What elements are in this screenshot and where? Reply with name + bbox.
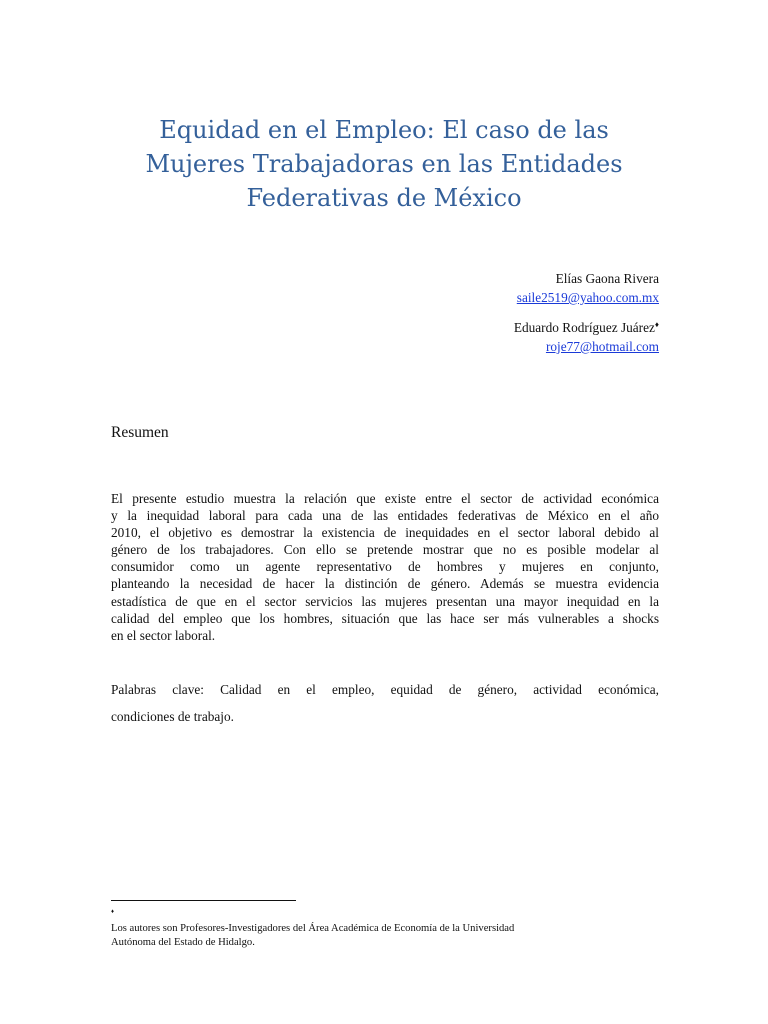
abstract-line: y la inequidad laboral para cada una de las entidades federativas de México en el año bbox=[111, 508, 659, 524]
footnote-divider bbox=[111, 900, 296, 901]
abstract-line: en el sector laboral. bbox=[111, 627, 216, 643]
abstract-line: estadística de que en el sector servicios las mujeres presentan una mayor inequidad en la bbox=[111, 593, 659, 609]
author-name: Elías Gaona Rivera bbox=[555, 271, 659, 286]
author-email-link[interactable]: roje77@hotmail.com bbox=[545, 339, 659, 354]
abstract-line: El presente estudio muestra la relación que existe entre el sector de actividad económica bbox=[111, 491, 659, 506]
author-name-line bbox=[514, 318, 659, 337]
abstract-heading: Resumen bbox=[111, 424, 169, 441]
author-name: Eduardo Rodríguez Juárez bbox=[513, 320, 655, 335]
abstract-line: calidad del empleo que los hombres, situación que las hace ser más vulnerables a shocks bbox=[111, 610, 659, 626]
footnote-mark-icon[interactable]: ♦ bbox=[654, 320, 659, 329]
title-line: Federativas de México bbox=[246, 184, 522, 212]
abstract-line: género de los trabajadores. Con ello se pretende mostrar que no es posible modelar al bbox=[111, 542, 659, 558]
footnote-mark-icon: ♦ bbox=[111, 909, 115, 915]
footnote bbox=[111, 908, 631, 950]
author-spacer bbox=[514, 307, 659, 318]
title-line: Equidad en el Empleo: El caso de las bbox=[159, 116, 609, 144]
paper-title bbox=[100, 113, 668, 215]
abstract-line: planteando la necesidad de hacer la distinción de género. Además se muestra evidencia bbox=[111, 576, 659, 592]
author-block bbox=[514, 269, 659, 356]
footnote-text: Los autores son Profesores-Investigadores del Área Académica de Economía de la Universidad bbox=[111, 923, 515, 934]
author-email-link[interactable]: saile2519@yahoo.com.mx bbox=[516, 290, 659, 305]
title-line: Mujeres Trabajadoras en las Entidades bbox=[145, 150, 623, 178]
keywords-text bbox=[111, 676, 659, 730]
footnote-line: Autónoma del Estado de Hidalgo. bbox=[111, 937, 255, 948]
abstract-text bbox=[111, 490, 659, 644]
keywords-line: Palabras clave: Calidad en el empleo, equidad de género, actividad económica, bbox=[111, 682, 659, 697]
keywords-line: condiciones de trabajo. bbox=[111, 709, 234, 724]
abstract-line: 2010, el objetivo es demostrar la existencia de inequidades en el sector laboral debido al bbox=[111, 525, 659, 541]
abstract-line: consumidor como un agente representativo de hombres y mujeres en conjunto, bbox=[111, 559, 659, 575]
footnote-line bbox=[111, 908, 631, 936]
